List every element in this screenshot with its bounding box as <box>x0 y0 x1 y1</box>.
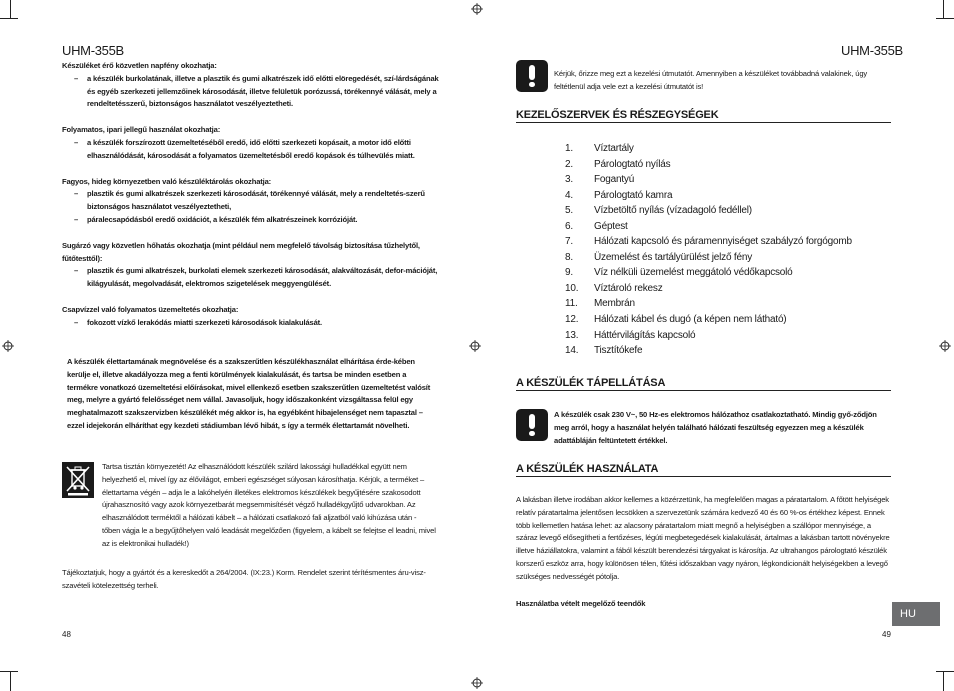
condition-heading: Csapvízzel való folyamatos üzemeltetés okozhatja: <box>62 304 239 314</box>
environment-paragraph: Tartsa tisztán környezetét! Az elhasználódott készülék szilárd lakossági hulladékkal együtt nem helyezhető el, mivel így az élővilágot, emberi egészséget súlyosan károsíthatja. Kérjük, a terméket – élettartama végén – adja le a lakóhelyén illetékes elektromos készülékek begyűjtésére szakosodott újrahasznosító vagy azok környezetbarát megsemmisítését végző hulladékgyűjtő udvarokban. Az elhasználódott terméktől a hálózati kábelt – a hálózati csatlakozó fali aljzatból való kihúzása után - tőben vágja le a begyűjtőhelyen való leadását megelőzően (figyelem, a kábelt se felejtse el leadni, mivel az is elektronikai hulladék!) <box>102 462 436 548</box>
condition-heading: Készüléket érő közvetlen napfény okozhatja: <box>62 61 217 70</box>
list-item: 11. Membrán <box>565 298 635 310</box>
model-header-left: UHM-355B <box>62 43 124 58</box>
list-item: 5. Vízbetöltő nyílás (vízadagoló fedéllel) <box>565 205 752 217</box>
usage-section-title: A KÉSZÜLÉK HASZNÁLATA <box>516 463 891 477</box>
registration-mark-icon <box>2 340 14 352</box>
list-item: 1. Víztartály <box>565 143 634 154</box>
crop-mark <box>943 672 944 691</box>
list-item: 12. Hálózati kábel és dugó (a képen nem látható) <box>565 314 787 326</box>
decree-paragraph: Tájékoztatjuk, hogy a gyártót és a kereskedőt a 264/2004. (IX:23.) Korm. Rendelet szerint térítésmentes áru-visz-szavételi kötelezettség terheli. <box>62 568 426 590</box>
registration-mark-icon <box>471 3 483 15</box>
parts-section-title: KEZELŐSZERVEK ÉS RÉSZEGYSÉGEK <box>516 109 891 123</box>
list-item: 6. Géptest <box>565 220 628 232</box>
list-item: 8. Üzemelést és tartályürülést jelző fény <box>565 251 753 263</box>
list-item: 10. Víztároló rekesz <box>565 282 663 294</box>
crop-mark <box>936 18 954 19</box>
crop-mark <box>10 0 11 18</box>
condition-bullet: – plasztik és gumi alkatrészek szerkezeti károsodását, törékennyé válását, mely a rendeltetés-szerű biztonságos használatot veszélyeztetheti, <box>74 189 425 212</box>
crop-mark <box>0 18 18 19</box>
warning-icon <box>516 409 548 441</box>
list-item: 4. Párologtató kamra <box>565 189 673 201</box>
condition-bullet: – a készülék burkolatának, illetve a plasztik és gumi alkatrészek idő előtti elöregedését, szí-lárdságának és egyéb szerkezeti jellemzőinek károsodását, illetve felületük porózussá, törékennyé válását, mely a rendeltetésszerű, biztonságos használatot veszélyeztetheti. <box>74 73 439 109</box>
language-tab: HU <box>892 602 940 626</box>
power-section-title: A KÉSZÜLÉK TÁPELLÁTÁSA <box>516 377 891 391</box>
list-item: 9. Víz nélküli üzemelést meggátoló védőkapcsoló <box>565 267 793 279</box>
model-header-right: UHM-355B <box>841 43 903 58</box>
page-number-left: 48 <box>62 630 71 639</box>
condition-heading: Folyamatos, ipari jellegű használat okozhatja: <box>62 125 221 135</box>
list-item: 14. Tisztítókefe <box>565 345 643 357</box>
page-number-right: 49 <box>882 630 891 639</box>
condition-bullet: – a készülék forszírozott üzemeltetéséből eredő, idő előtti szerkezeti kopásait, a motor idő előtti elhasználódását, károsodását a folyamatos üzemeltetésből eredő kopások és túlhevülés miatt. <box>74 137 415 160</box>
condition-heading: Sugárzó vagy közvetlen hőhatás okozhatja (mint például nem megfelelő távolság biztosítása tűzhelytől, fűtőtesttől): <box>62 240 420 263</box>
condition-heading: Fagyos, hideg környezetben való készüléktárolás okozhatja: <box>62 176 272 186</box>
registration-mark-icon <box>939 340 951 352</box>
warning-icon <box>516 60 548 92</box>
lifetime-paragraph: A készülék élettartamának megnövelése és a szakszerűtlen készülékhasználat elhárítása érde-kében kerülje el, illetve akadályozza meg a fenti körülmények kialakulását, és tartsa be minden esetben a termékre vonatkozó üzemeltetési előírásokat, mivel ellenkező esetben szakszerűtlen üzemeltetést valósít meg, melyre a gyártó felelősséget nem vállal. Javasoljuk, hogy időszakonként vizsgáltassa felül egy meghatalmazott szakszervizben készülékét még akkor is, ha egyébként hibajelenséget nem tapasztal – ezzel idejekorán elháríthat egy kezdeti stádiumban lévő hibát, s így a termék élettartamát növelheti. <box>67 357 431 430</box>
list-item: 7. Hálózati kapcsoló és páramennyiséget szabályzó forgógomb <box>565 236 852 248</box>
crop-mark <box>936 671 954 672</box>
power-warning-text: A készülék csak 230 V~, 50 Hz-es elektromos hálózathoz csatlakoztatható. Mindig győ-ződjön meg arról, hogy a használat helyén található hálózati feszültség egyezzen meg a készülék adattábláján feltüntetett értékkel. <box>554 410 877 445</box>
condition-bullet: – plasztik és gumi alkatrészek, burkolati elemek szerkezeti károsodását, alakváltozását, defor-mációját, kilágyulását, megolvadását, elektromos szigetelések meggyengülését. <box>74 266 438 289</box>
registration-mark-icon <box>471 677 483 689</box>
list-item: 3. Fogantyú <box>565 174 635 186</box>
usage-paragraph: A lakásban illetve irodában akkor kellemes a közérzetünk, ha megfelelően magas a páratartalom. A főtött helyiségek relatív páratartalma jelentősen lecsökken a szervezetünk számára kedvező 40 és 60 %-os értékhez képest. Ennek több kellemetlen hatása lehet: az alacsony páratartalom miatt megnő a helyiségben a szállópor mennyisége, a száraz levegő elősegítheti a fertőzéses, légúti megbetegedések kialakulását, ártalmas a lakásban tartott növényekre illetve háziállatokra, valamint a fából készült berendezési tárgyakat is károsítja. Az ultrahangos párologtató készülék korszerű eszköz arra, hogy különösen télen, fűtési időszakban vagy nyáron, légkondicionált helyiségekben a levegő szükséges nedvességét pótolja. <box>516 495 890 581</box>
crop-mark <box>943 0 944 18</box>
registration-mark-icon <box>469 340 481 352</box>
crossed-bin-icon <box>62 462 94 498</box>
crop-mark <box>10 672 11 691</box>
list-item: 2. Párologtató nyílás <box>565 158 671 170</box>
crop-mark <box>0 671 18 672</box>
before-use-heading: Használatba vételt megelőző teendők <box>516 599 646 608</box>
condition-bullet: – fokozott vízkő lerakódás miatti szerkezeti károsodások kialakulását. <box>74 317 323 327</box>
conditions-block <box>62 60 447 330</box>
condition-bullet: – páralecsapódásból eredő oxidációt, a készülék fém alkatrészeinek korrózióját. <box>74 214 358 224</box>
list-item: 13. Háttérvilágítás kapcsoló <box>565 329 696 341</box>
keep-manual-notice: Kérjük, őrizze meg ezt a kezelési útmutatót. Amennyiben a készüléket továbbadná valakinek, úgy feltétlenül adja vele ezt a kezelési útmutatót is! <box>554 69 868 91</box>
parts-list <box>565 141 852 359</box>
